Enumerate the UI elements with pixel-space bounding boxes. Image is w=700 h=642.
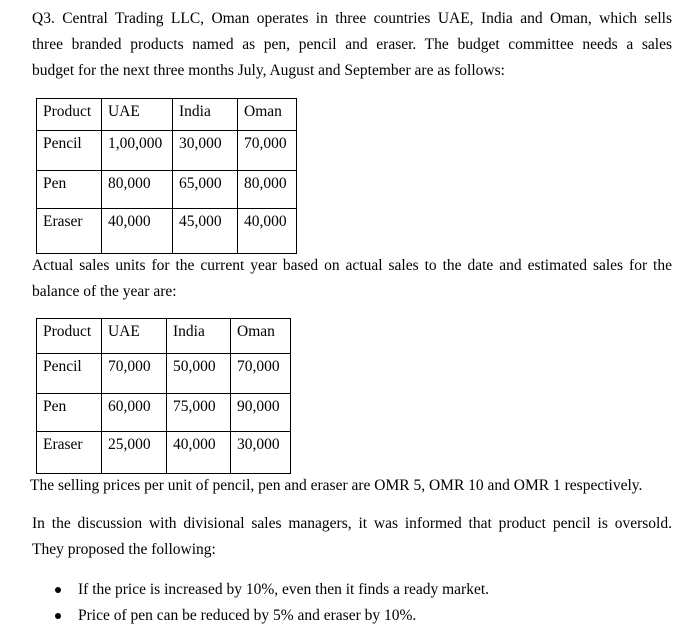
question-paragraph [32, 6, 672, 84]
discussion-paragraph [32, 511, 672, 563]
list-item-text: If the price is increased by 10%, even then it finds a ready market. [78, 581, 490, 598]
table-cell: 65,000 [173, 171, 238, 209]
table-header-row [37, 319, 291, 354]
question-line-3: budget for the next three months July, August and September are as follows: [32, 62, 505, 79]
bullet-icon [55, 613, 61, 619]
budget-table [36, 98, 297, 254]
table-cell: 30,000 [231, 432, 291, 474]
table-cell: Eraser [37, 209, 102, 254]
table-cell: 40,000 [102, 209, 173, 254]
prices-paragraph [30, 473, 680, 499]
table-cell: 50,000 [167, 354, 231, 394]
header-cell: India [173, 99, 238, 131]
table-cell: 60,000 [102, 394, 167, 432]
table-cell: 80,000 [238, 171, 297, 209]
table-row [37, 131, 297, 171]
actual-sales-table [36, 318, 291, 474]
table-cell: 70,000 [231, 354, 291, 394]
table-row [37, 354, 291, 394]
actual-intro-line-2: balance of the year are: [32, 283, 177, 300]
bullet-icon [55, 587, 61, 593]
header-cell: Product [37, 99, 102, 131]
actual-intro-line-1: Actual sales units for the current year based on actual sales to the date and estimated sales for the [32, 257, 672, 274]
discussion-line-1: In the discussion with divisional sales managers, it was informed that product pencil is oversold. [32, 515, 672, 532]
header-cell: Oman [231, 319, 291, 354]
table-row [37, 171, 297, 209]
table-cell: 1,00,000 [102, 131, 173, 171]
question-line-1: Q3. Central Trading LLC, Oman operates in three countries UAE, India and Oman, which sells [32, 10, 672, 27]
header-cell: UAE [102, 99, 173, 131]
table-cell: 90,000 [231, 394, 291, 432]
table-cell: Pen [37, 394, 102, 432]
table-cell: 30,000 [173, 131, 238, 171]
table-row [37, 209, 297, 254]
question-line-2: three branded products named as pen, pencil and eraser. The budget committee needs a sales [32, 36, 672, 53]
table-cell: Pen [37, 171, 102, 209]
actual-sales-intro [32, 253, 672, 305]
table-cell: 80,000 [102, 171, 173, 209]
table-row [37, 394, 291, 432]
list-item-text: Price of pen can be reduced by 5% and eraser by 10%. [78, 607, 417, 624]
table-cell: Pencil [37, 354, 102, 394]
table-cell: 75,000 [167, 394, 231, 432]
list-item [50, 577, 650, 603]
list-item [50, 603, 650, 629]
discussion-line-2: They proposed the following: [32, 541, 216, 558]
proposal-list [50, 577, 650, 629]
table-cell: 70,000 [238, 131, 297, 171]
table-cell: 70,000 [102, 354, 167, 394]
header-cell: Oman [238, 99, 297, 131]
table-cell: Eraser [37, 432, 102, 474]
table-header-row [37, 99, 297, 131]
table-cell: 25,000 [102, 432, 167, 474]
table-cell: 40,000 [238, 209, 297, 254]
table-cell: 45,000 [173, 209, 238, 254]
header-cell: Product [37, 319, 102, 354]
header-cell: India [167, 319, 231, 354]
header-cell: UAE [102, 319, 167, 354]
table-cell: 40,000 [167, 432, 231, 474]
table-cell: Pencil [37, 131, 102, 171]
prices-line: The selling prices per unit of pencil, pen and eraser are OMR 5, OMR 10 and OMR 1 respectively. [30, 477, 643, 494]
table-row [37, 432, 291, 474]
